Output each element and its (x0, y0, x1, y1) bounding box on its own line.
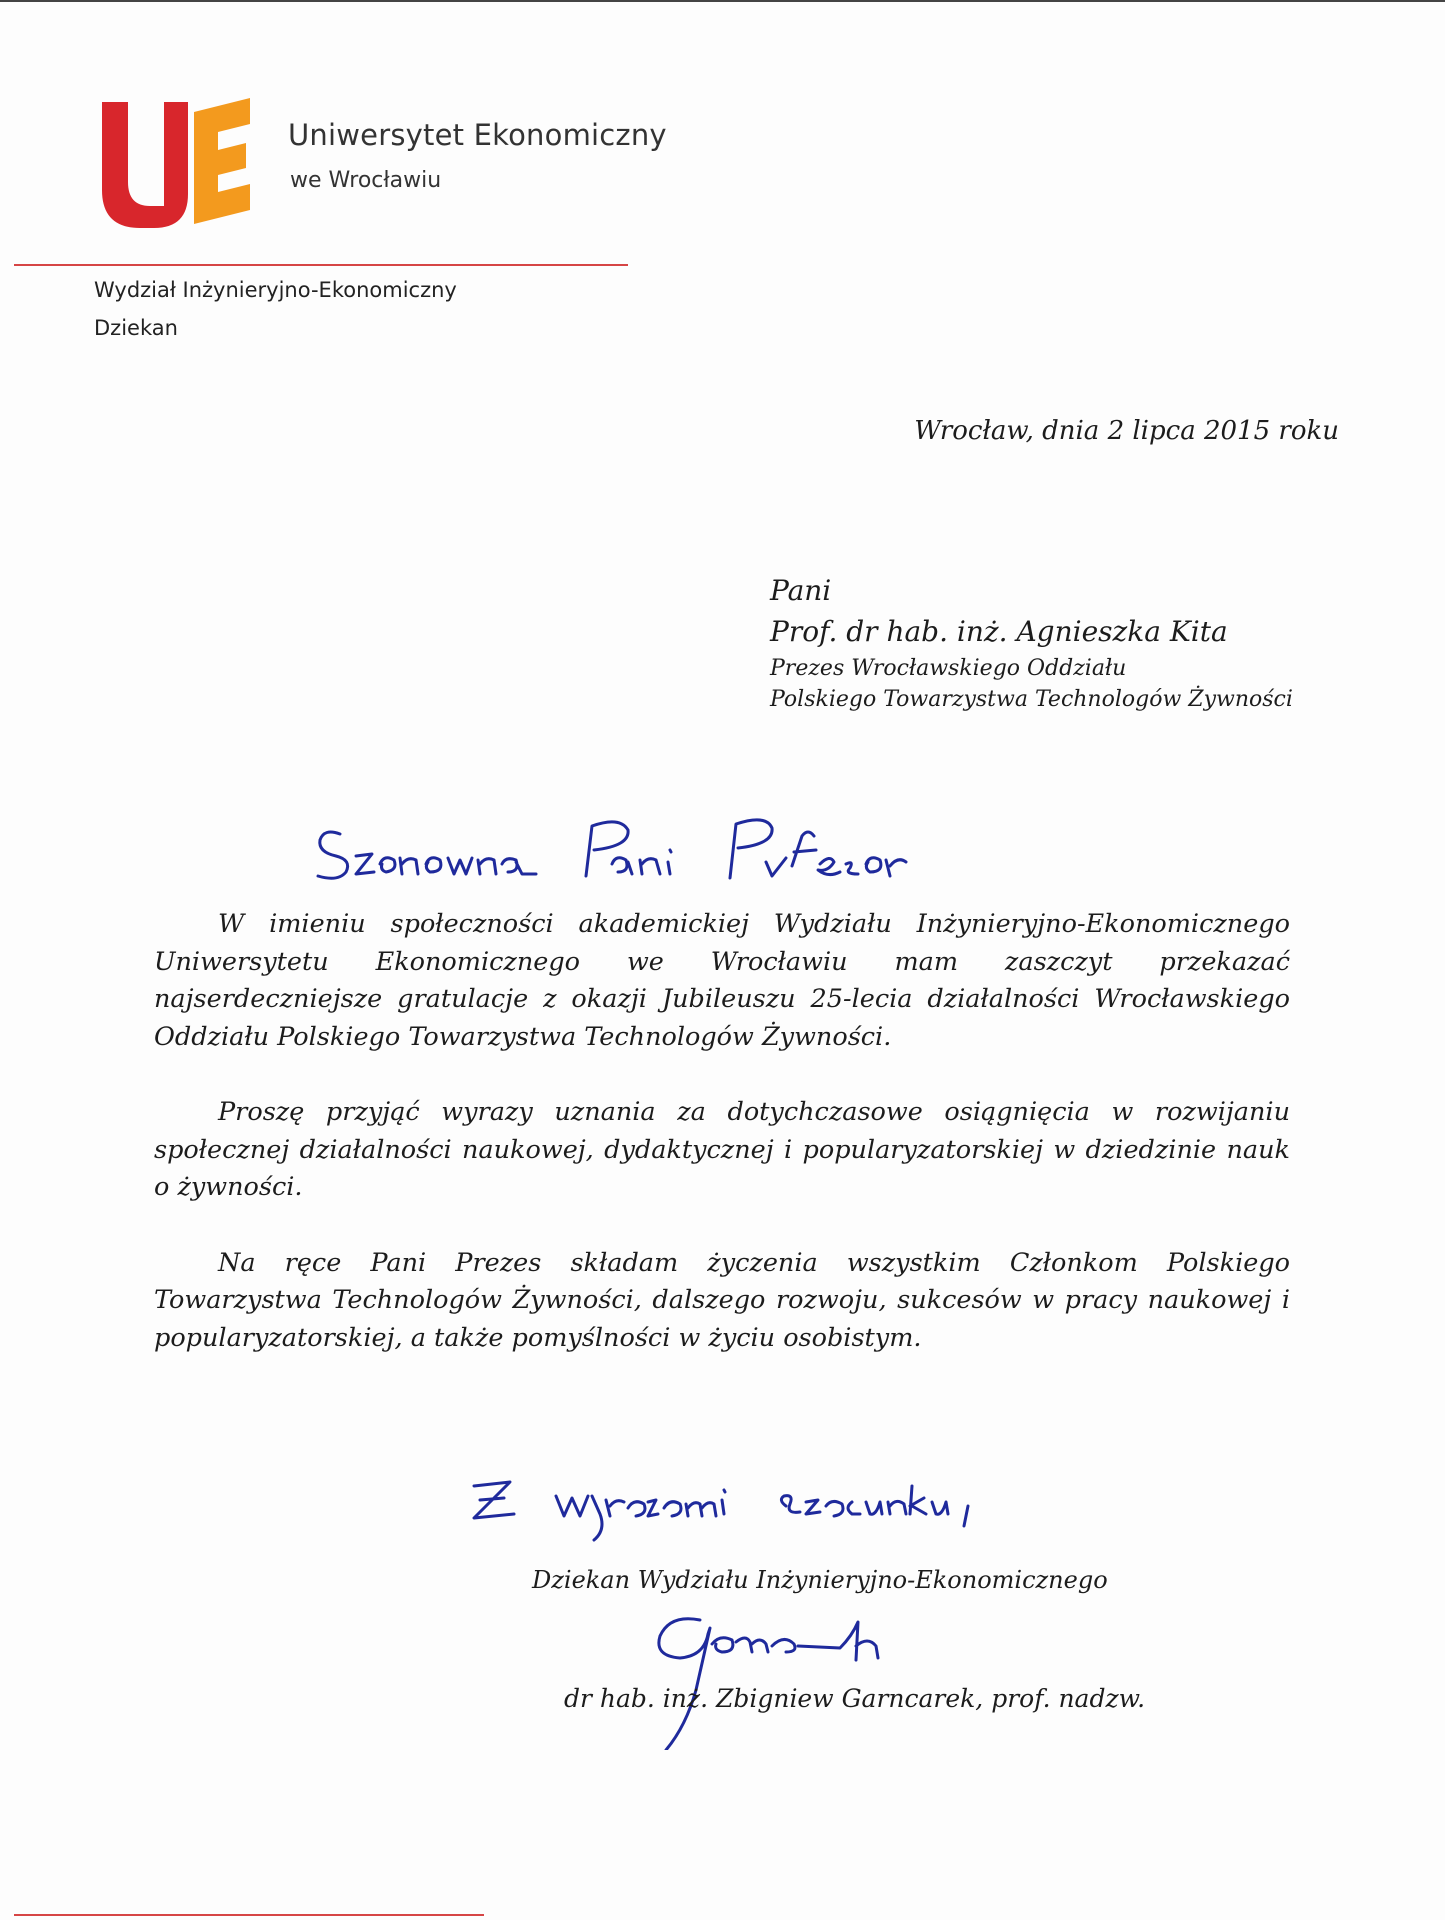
footer-divider (14, 1914, 484, 1916)
handwritten-closing (460, 1456, 1100, 1546)
signature-icon (600, 1600, 960, 1750)
scan-edge-line (0, 0, 1445, 2)
recipient-salutation: Pani (770, 574, 832, 607)
university-name: Uniwersytet Ekonomiczny (288, 118, 667, 152)
body-paragraph: W imieniu społeczności akademickiej Wydziału Inżynieryjno-Ekonomicznego Uniwersytetu Ekonomicznego we Wrocławiu mam zaszczyt przekazać najserdeczniejsze gratulacje z okazji Jubileuszu 25-lecia działalności Wrocławskiego Oddziału Polskiego Towarzystwa Technologów Żywności. (154, 909, 1290, 1052)
letter-date: Wrocław, dnia 2 lipca 2015 roku (914, 416, 1339, 446)
logo-letter-u-icon (102, 102, 188, 228)
handwritten-greeting (310, 806, 1030, 896)
recipient-name: Prof. dr hab. inż. Agnieszka Kita (770, 615, 1228, 648)
letter-body (154, 906, 1290, 1395)
faculty-name: Wydział Inżynieryjno-Ekonomiczny (94, 278, 457, 302)
body-paragraph: Proszę przyjąć wyrazy uznania za dotychczasowe osiągnięcia w rozwijaniu społecznej działalności naukowej, dydaktycznej i popularyzatorskiej w dziedzinie nauk o żywności. (154, 1097, 1290, 1202)
university-logo (96, 94, 256, 234)
header-divider (14, 264, 628, 266)
recipient-position-line2: Polskiego Towarzystwa Technologów Żywności (770, 687, 1293, 712)
recipient-block (770, 574, 1293, 712)
recipient-position-line1: Prezes Wrocławskiego Oddziału (770, 656, 1127, 681)
logo-letter-e-icon (194, 98, 250, 224)
signer-role: Dziekan Wydziału Inżynieryjno-Ekonomicznego (532, 1566, 1108, 1594)
body-paragraph: Na ręce Pani Prezes składam życzenia wszystkim Członkom Polskiego Towarzystwa Technologów Żywności, dalszego rozwoju, sukcesów w pracy naukowej i popularyzatorskiej, a także pomyślności w życiu osobistym. (154, 1247, 1290, 1353)
signer-name: dr hab. inż. Zbigniew Garncarek, prof. nadzw. (564, 1684, 1146, 1713)
faculty-role: Dziekan (94, 316, 178, 340)
university-city: we Wrocławiu (290, 168, 442, 193)
